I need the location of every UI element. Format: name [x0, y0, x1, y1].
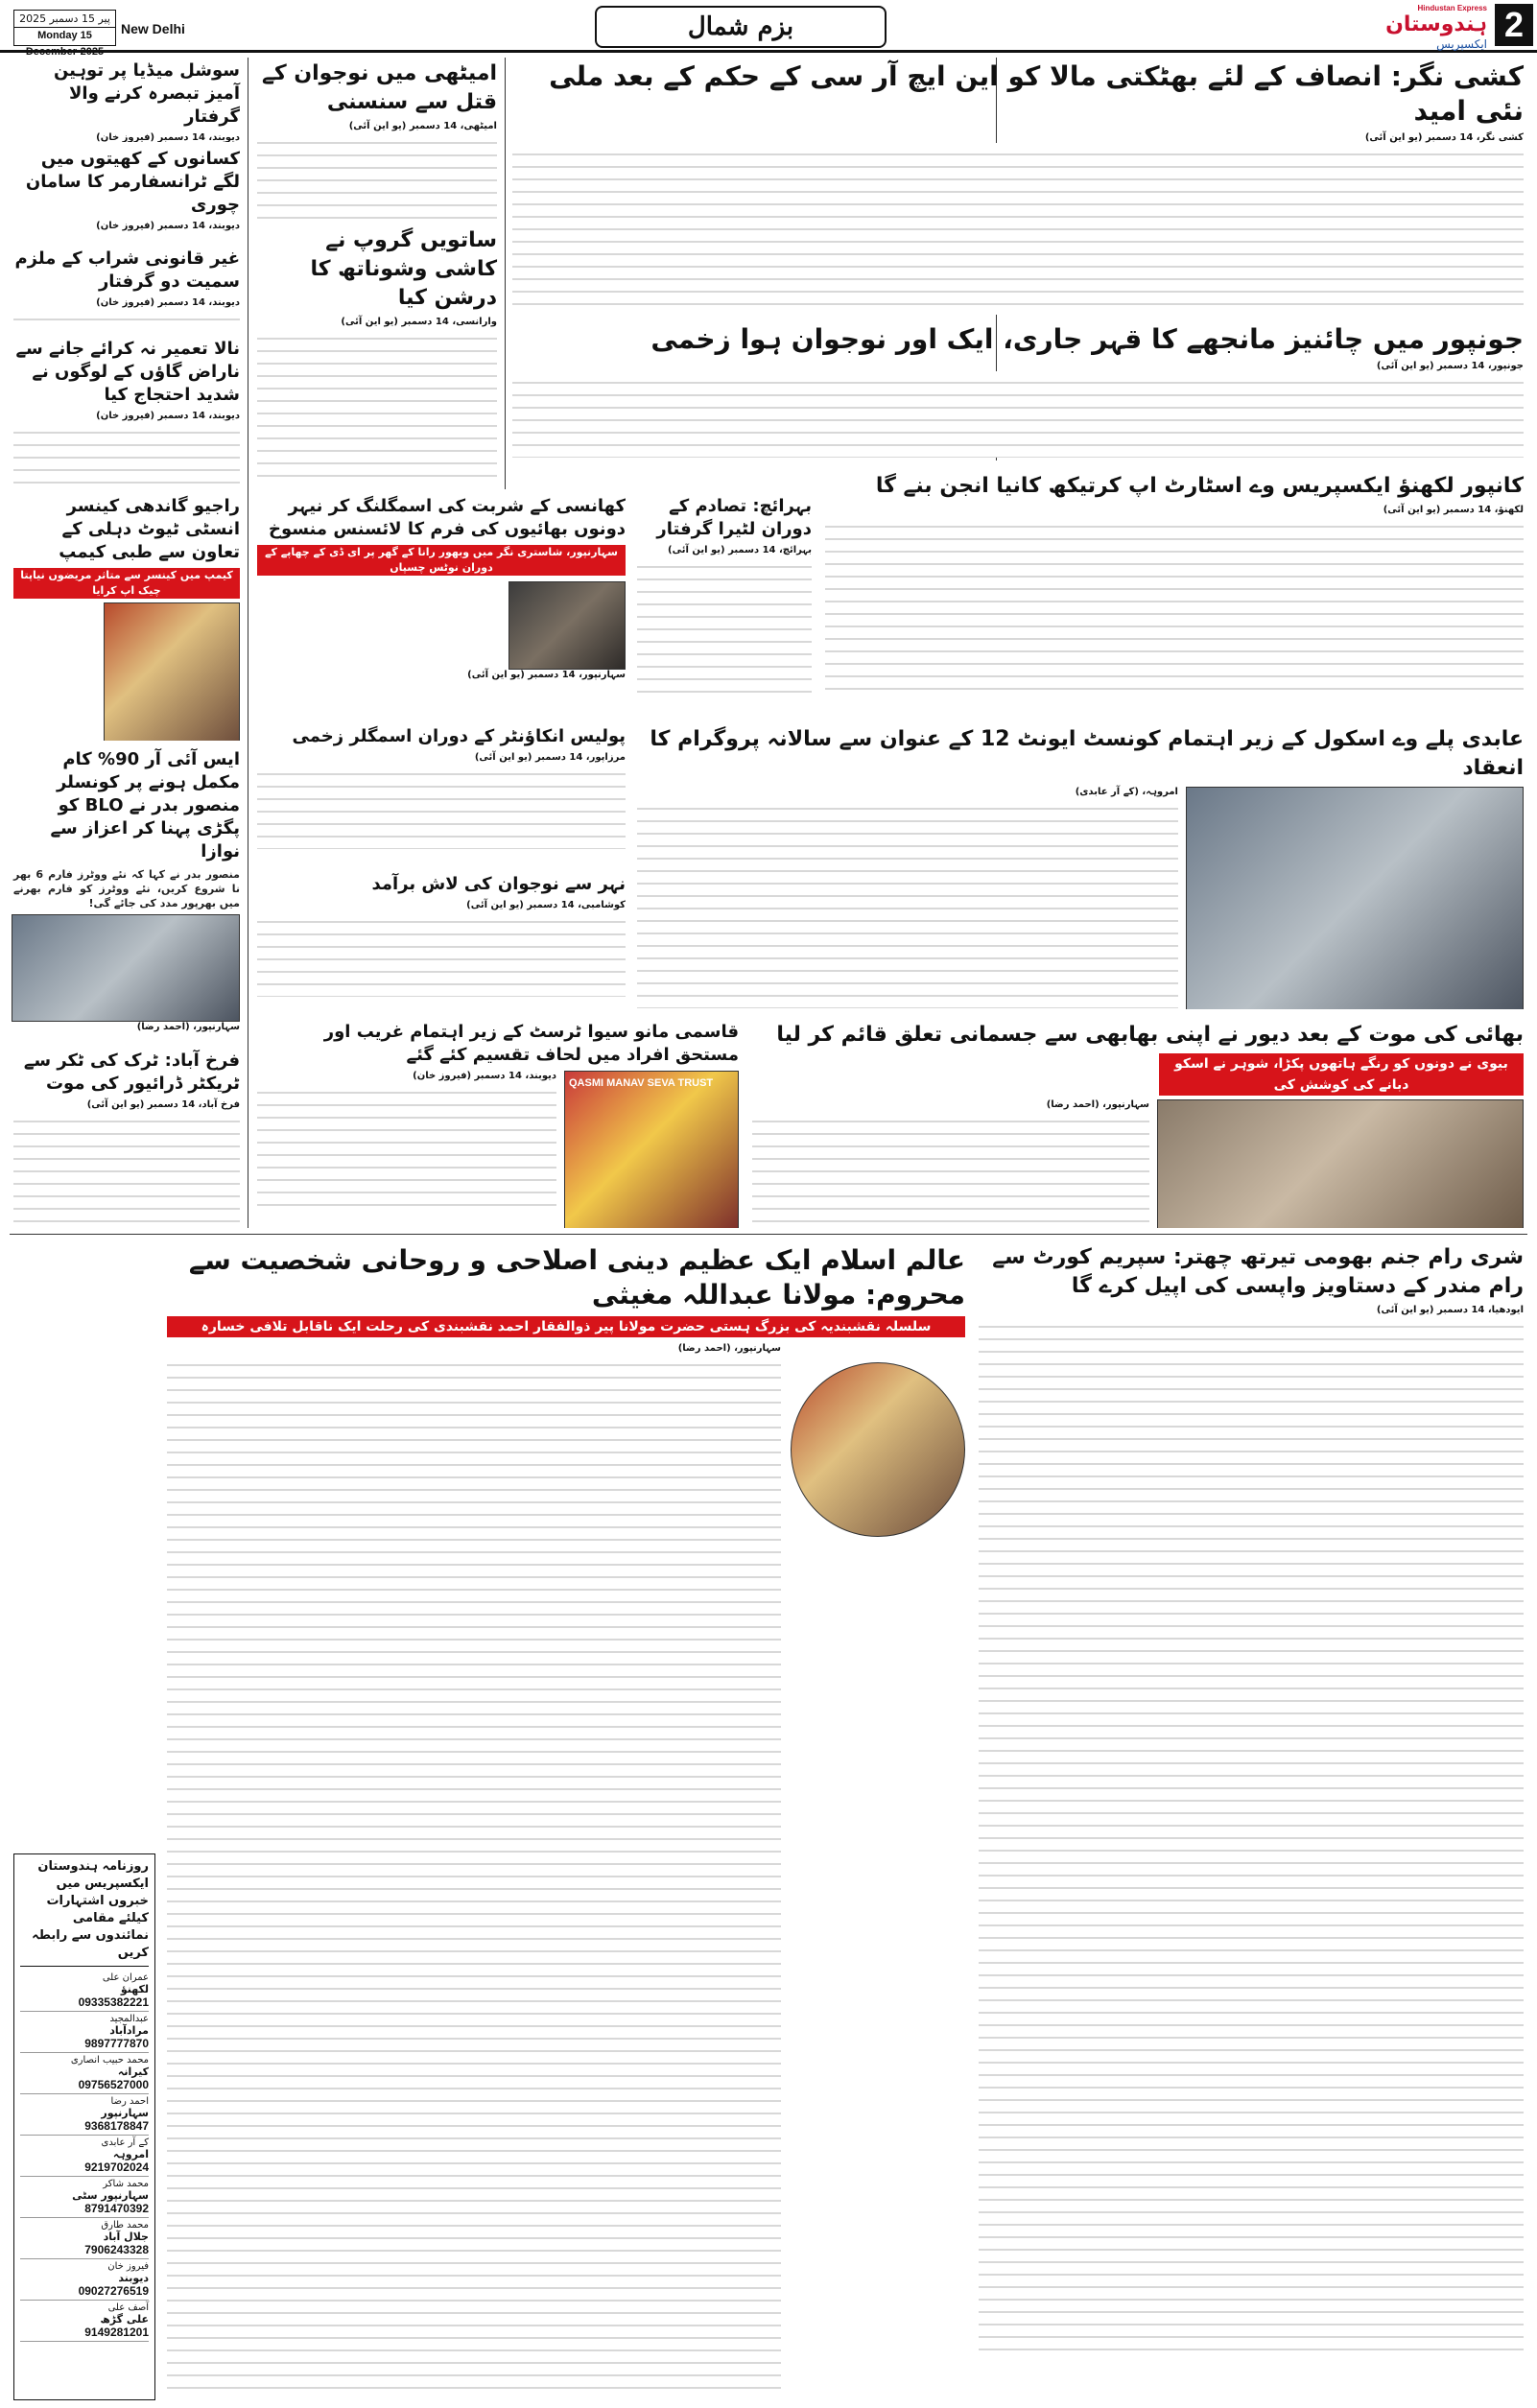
subhead: منصور بدر نے کہا کہ نئے ووٹرز فارم 6 بھر نا شروع کریں، نئے ووٹرز کو فارم بھرنے میں بھرپور مدد کی جائے گی! [13, 868, 240, 909]
ad-contact-row [20, 2136, 149, 2177]
contact-place: لکھنؤ [120, 1983, 149, 1995]
ad-contact-row [20, 2259, 149, 2301]
story-body-placeholder [257, 1081, 556, 1216]
news-photo [1157, 1099, 1524, 1228]
story-cough-syrup [253, 491, 629, 718]
date-box [13, 10, 116, 58]
news-photo [104, 602, 240, 741]
contact-place: سہارنپور سٹی [72, 2189, 149, 2202]
headline: عالم اسلام ایک عظیم دینی اصلاحی و روحانی شخصیت سے محروم: مولانا عبداللہ مغیثی [188, 1244, 965, 1310]
story-kushinagar [508, 56, 1527, 315]
contact-place: سہارنپور [101, 2107, 149, 2119]
contact-phone: 09756527000 [78, 2078, 149, 2091]
ad-contact-row [20, 2301, 149, 2342]
headline: قاسمی مانو سیوا ٹرسٹ کے زیر اہتمام غریب اور مستحق افراد میں لحاف تقسیم کئے گئے [323, 1022, 739, 1065]
contact-name: کے آر عابدی [101, 2137, 149, 2148]
story-body-placeholder [637, 797, 1178, 1008]
story-bahraich [633, 491, 816, 718]
page-number: 2 [1495, 4, 1533, 46]
headline: نہر سے نوجوان کی لاش برآمد [371, 874, 626, 894]
section-title: بزم شمال [595, 6, 887, 48]
story-rajiv-camp [10, 491, 244, 741]
red-subhead: بیوی نے دونوں کو رنگے ہاتھوں پکڑا، شوہر نے اسکو دبانے کی کوشش کی [1159, 1053, 1524, 1096]
contact-phone: 8791470392 [84, 2202, 149, 2215]
dateline: سہارنپور، (احمد رضا) [1046, 1099, 1149, 1110]
edition-city: New Delhi [121, 21, 185, 36]
headline: ساتویں گروپ نے کاشی وشوناتھ کا درشن کیا [310, 228, 497, 310]
contact-place: امروہہ [112, 2148, 149, 2160]
story-amethi [253, 56, 501, 219]
news-photo [12, 914, 240, 1022]
story-body-placeholder [13, 421, 240, 487]
contact-name: آصف علی [107, 2302, 149, 2313]
dateline: سہارنپور، 14 دسمبر (یو این آئی) [467, 670, 626, 680]
story-ram-mandir [975, 1239, 1527, 2400]
contact-place: علی گڑھ [100, 2313, 149, 2325]
story-body-placeholder [257, 327, 497, 482]
story-body-placeholder [257, 131, 497, 219]
contact-place: جلال آباد [103, 2231, 149, 2243]
news-photo [564, 1071, 739, 1228]
headline: کشی نگر: انصاف کے لئے بھٹکتی مالا کو این ایچ آر سی کے حکم کے بعد ملی نئی امید [549, 60, 1524, 127]
news-photo [1186, 787, 1524, 1009]
photo-banner-text: QASMI MANAV SEVA TRUST [569, 1077, 714, 1089]
contact-name: محمد حبیب انصاری [70, 2055, 149, 2066]
dateline: بہرائچ، 14 دسمبر (یو این آئی) [668, 545, 812, 555]
contact-ad-box [13, 1853, 155, 2400]
story-body-placeholder [257, 763, 626, 849]
story-body-placeholder [979, 1315, 1524, 2351]
red-subhead: سلسلہ نقشبندیہ کی بزرگ ہستی حضرت مولانا پیر ذوالفقار احمد نقشبندی کی رحلت ایک ناقابل تلافی خسارہ [167, 1316, 965, 1337]
story-body-placeholder [257, 910, 626, 997]
dateline: کوشامبی، 14 دسمبر (یو این آئی) [466, 900, 626, 910]
headline: بھائی کی موت کے بعد دیور نے اپنی بھابھی سے جسمانی تعلق قائم کر لیا [776, 1023, 1524, 1047]
story-body-placeholder [512, 143, 1524, 315]
portrait-photo [791, 1362, 965, 1537]
story-islam [163, 1239, 969, 2400]
story-sir [10, 744, 244, 1042]
dateline: وارانسی، 14 دسمبر (یو این آئی) [341, 317, 497, 327]
headline: بہرائچ: تصادم کے دوران لٹیرا گرفتار [656, 496, 812, 539]
story-abidi [633, 721, 1527, 1009]
dateline: دیوبند، 14 دسمبر (فیروز خان) [96, 297, 240, 308]
dateline: ایودھیا، 14 دسمبر (یو این آئی) [1376, 1305, 1524, 1315]
story-farmers [10, 144, 244, 240]
date-english: Monday 15 December-2025 [25, 30, 105, 58]
contact-name: عمران علی [102, 1972, 149, 1983]
headline: امیٹھی میں نوجوان کے قتل سے سنسنی [262, 61, 497, 114]
dateline: دیوبند، 14 دسمبر (فیروز خان) [96, 221, 240, 231]
dateline: جونپور، 14 دسمبر (یو این آئی) [1376, 361, 1524, 371]
date-urdu: پیر 15 دسمبر 2025 [14, 11, 115, 28]
story-drain [10, 334, 244, 487]
headline: کسانوں کے کھیتوں میں لگے ٹرانسفارمر کا سامان چوری [25, 149, 240, 215]
column-divider [505, 58, 506, 489]
logo-urdu-sub: ایکسپریس [1436, 37, 1487, 51]
contact-place: مرادآباد [109, 2024, 149, 2037]
ad-contact-row [20, 1971, 149, 2012]
dateline: مرزاپور، 14 دسمبر (یو این آئی) [474, 752, 626, 763]
news-photo [508, 581, 626, 670]
story-kanpur [821, 468, 1527, 718]
story-social-media [10, 56, 244, 142]
headline: نالا تعمیر نہ کرائے جانے سے ناراض گاؤں کے لوگوں نے شدید احتجاج کیا [15, 339, 240, 405]
contact-phone: 9897777870 [84, 2037, 149, 2050]
contact-phone: 09335382221 [78, 1995, 149, 2009]
headline: عابدی پلے وے اسکول کے زیر اہتمام کونسٹ ایونٹ 12 کے عنوان سے سالانہ پروگرام کا انعقاد [650, 727, 1524, 780]
contact-name: احمد رضا [110, 2096, 149, 2107]
story-body-placeholder [13, 308, 240, 330]
story-brother [748, 1017, 1527, 1228]
dateline: دیوبند، 14 دسمبر (فیروز خان) [96, 411, 240, 421]
logo-urdu: ہندوستان [1385, 12, 1487, 36]
story-body-placeholder [13, 1110, 240, 1225]
ad-contacts [20, 1971, 149, 2342]
headline: شری رام جنم بھومی تیرتھ چھتر: سپریم کورٹ سے رام مندر کے دستاویز واپسی کی اپیل کرے گا [992, 1245, 1524, 1298]
section-divider [10, 1234, 1527, 1235]
headline: غیر قانونی شراب کے ملزم سمیت دو گرفتار [14, 248, 240, 292]
dateline: دیوبند، 14 دسمبر (فیروز خان) [96, 132, 240, 142]
headline: کانپور لکھنؤ ایکسپریس وے اسٹارٹ اپ کرتیکھ کانیا انجن بنے گا [875, 474, 1524, 498]
story-seventh-group [253, 223, 501, 482]
ad-contact-row [20, 2053, 149, 2094]
story-jaunpur [508, 319, 1527, 462]
contact-place: کیرانہ [117, 2066, 149, 2078]
dateline: امروہہ، (کے آر عابدی) [1075, 787, 1178, 797]
contact-phone: 7906243328 [84, 2243, 149, 2256]
story-police [253, 721, 629, 865]
ad-contact-row [20, 2177, 149, 2218]
dateline: لکھنؤ، 14 دسمبر (یو این آئی) [1383, 505, 1524, 515]
ad-title: روزنامہ ہندوستان ایکسپریس میں خبروں اشتہارات کیلئے مقامی نمائندوں سے رابطہ کریں [20, 1858, 149, 1967]
red-subhead: سہارنپور، شاستری نگر میں وبھور رانا کے گھر پر ای ڈی کے چھاپے کے دوران نوٹس چسپاں [257, 545, 626, 576]
contact-phone: 9149281201 [84, 2325, 149, 2339]
ad-contact-row [20, 2218, 149, 2259]
dateline: کشی نگر، 14 دسمبر (یو این آئی) [1364, 132, 1524, 143]
logo-english: Hindustan Express [1417, 4, 1487, 12]
dateline: سہارنپور، (احمد رضا) [677, 1343, 781, 1354]
headline: کھانسی کے شربت کی اسمگلنگ کر نیہر دونوں بھائیوں کی فرم کا لائسنس منسوخ [268, 496, 626, 539]
headline: جونپور میں چائنیز مانجھے کا قہر جاری، ایک اور نوجوان ہوا زخمی [650, 323, 1524, 355]
dateline: سہارنپور، (احمد رضا) [136, 1022, 240, 1032]
headline: سوشل میڈیا پر توہین آمیز تبصرہ کرنے والا گرفتار [53, 60, 240, 127]
ad-contact-row [20, 2094, 149, 2136]
story-farrukhabad [10, 1046, 244, 1228]
story-body-placeholder [167, 1354, 781, 2390]
contact-phone: 9219702024 [84, 2160, 149, 2174]
story-canal [253, 869, 629, 1013]
contact-place: دیوبند [118, 2272, 149, 2284]
newspaper-logo [1382, 4, 1487, 51]
contact-name: عبدالمجید [109, 2014, 149, 2024]
headline: پولیس انکاؤنٹر کے دوران اسمگلر زخمی [292, 726, 626, 746]
ad-contact-row [20, 2012, 149, 2053]
story-qasmi [253, 1017, 743, 1228]
dateline: امیٹھی، 14 دسمبر (یو این آئی) [348, 121, 497, 131]
contact-name: محمد شاکر [103, 2179, 149, 2189]
headline: فرخ آباد: ٹرک کی ٹکر سے ٹریکٹر ڈرائیور کی موت [23, 1051, 240, 1094]
story-body-placeholder [752, 1110, 1149, 1228]
contact-phone: 09027276519 [78, 2284, 149, 2298]
story-liquor [10, 244, 244, 330]
headline: راجیو گاندھی کینسر انسٹی ٹیوٹ دہلی کے تعاون سے طبی کیمپ [59, 496, 240, 562]
story-body-placeholder [13, 231, 240, 240]
story-body-placeholder [512, 371, 1524, 458]
contact-phone: 9368178847 [84, 2119, 149, 2133]
story-body-placeholder [825, 515, 1524, 697]
contact-name: فیروز خان [107, 2261, 149, 2272]
red-subhead: کیمپ میں کینسر سے متاثر مریضوں نیاپتا چیک اپ کرایا [13, 568, 240, 599]
dateline: دیوبند، 14 دسمبر (فیروز خان) [413, 1071, 556, 1081]
headline: ایس آئی آر 90% کام مکمل ہونے پر کونسلر منصور بدر نے BLO کو پگڑی پہنا کر اعزاز سے نوازا [50, 749, 240, 862]
dateline: فرخ آباد، 14 دسمبر (یو این آئی) [86, 1099, 240, 1110]
story-body-placeholder [637, 555, 812, 699]
contact-name: محمد طارق [101, 2220, 149, 2231]
